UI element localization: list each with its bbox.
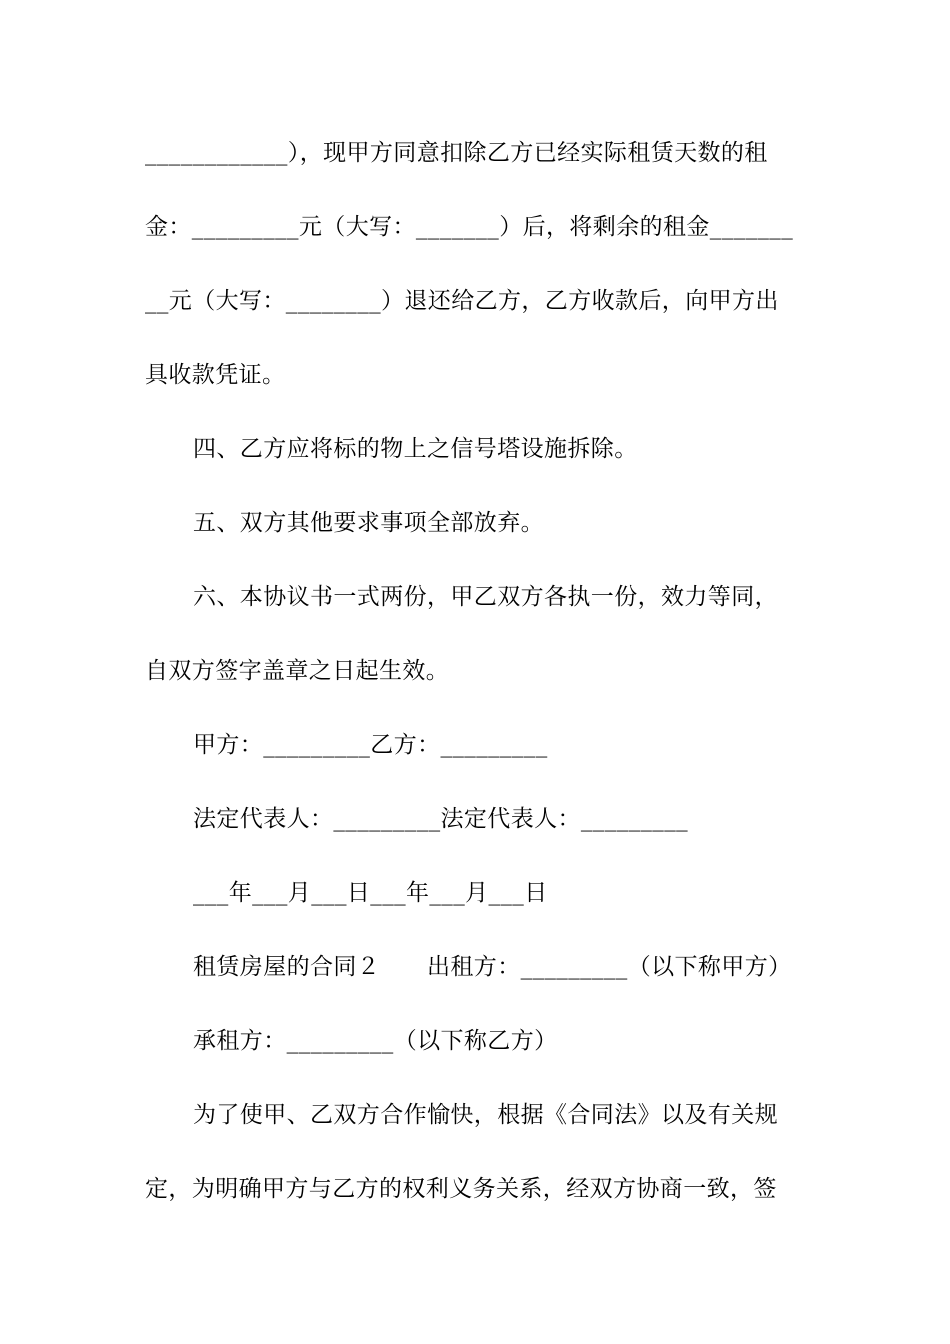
text-line: ____________），现甲方同意扣除乙方已经实际租赁天数的租 <box>145 140 768 166</box>
signature-line: 法定代表人：_________法定代表人：_________ <box>193 806 688 832</box>
text-line: 四、乙方应将标的物上之信号塔设施拆除。 <box>193 436 638 462</box>
text-line: 六、本协议书一式两份，甲乙双方各执一份，效力等同， <box>193 584 778 610</box>
text-line: 五、双方其他要求事项全部放弃。 <box>193 510 544 536</box>
text-line: 自双方签字盖章之日起生效。 <box>145 658 450 684</box>
signature-line: 甲方：_________乙方：_________ <box>193 732 548 758</box>
text-line: 金：_________元（大写：_______）后，将剩余的租金_______ <box>145 214 794 240</box>
text-line: __元（大写：________）退还给乙方，乙方收款后，向甲方出 <box>145 288 779 314</box>
text-line: 承租方：_________（以下称乙方） <box>193 1028 558 1054</box>
date-line: ___年___月___日___年___月___日 <box>193 880 548 906</box>
text-line: 租赁房屋的合同２ 出租方：_________（以下称甲方） <box>193 954 792 980</box>
text-line: 为了使甲、乙双方合作愉快，根据《合同法》以及有关规 <box>193 1102 778 1128</box>
text-line: 定，为明确甲方与乙方的权利义务关系，经双方协商一致，签 <box>145 1176 777 1202</box>
text-line: 具收款凭证。 <box>145 362 286 388</box>
